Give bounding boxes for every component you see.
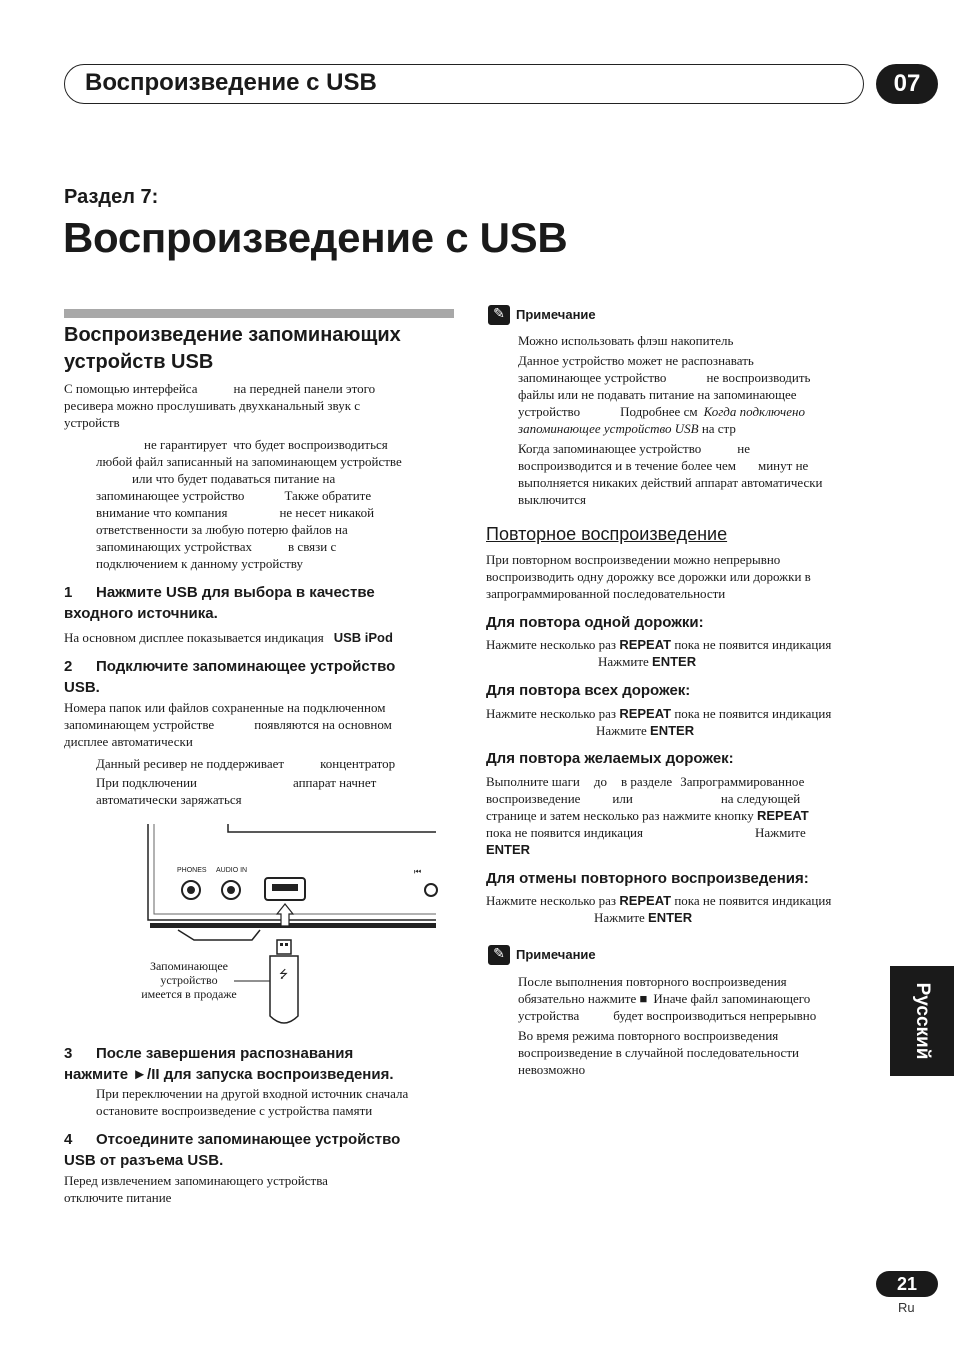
step-2-bullets: Данный ресивер не поддерживает концентратор При подключении аппарат начнет автоматически заряжаться — [96, 756, 396, 807]
page-title: Воспроизведение с USB — [63, 214, 568, 261]
repeat-intro: При повторном воспроизведении можно непрерывно воспроизводить одну дорожку все дорожки или дорожки в запрограммированной последовательности — [486, 552, 811, 601]
phones-label: PHONES — [177, 867, 207, 874]
repeat-one-title: Для повтора одной дорожки: — [486, 614, 704, 631]
note-pencil-icon: ✎ — [488, 305, 510, 325]
step-3-title: 3 После завершения распознавания нажмите ►/II для запуска воспроизведения. — [64, 1045, 394, 1083]
usb-section-heading: Воспроизведение запоминающих устройств USB — [64, 324, 401, 373]
display-indicator: USB iPod — [333, 630, 393, 645]
note-1-body: Можно использовать флэш накопитель Данное устройство может не распознавать запоминающее устройство не воспроизводить файлы или не подавать питание на запоминающее устройство Подробнее см Когда подключено запоминающее устройство USB на стр Когда запоминающее устройство не воспроизводится и в течение более чем минут не выполняется никаких действий аппарат автоматически выключится — [518, 333, 823, 507]
usb-intro: С помощью интерфейса на передней панели этого ресивера можно прослушивать двухканальный звук с устройств — [64, 381, 376, 430]
step-4-text: Перед извлечением запоминающего устройства отключите питание — [64, 1173, 328, 1205]
repeat-cancel-title: Для отмены повторного воспроизведения: — [486, 870, 809, 887]
insert-arrow-icon — [277, 904, 293, 926]
repeat-all-title: Для повтора всех дорожек: — [486, 682, 691, 699]
skip-back-icon: ⏮ — [414, 867, 422, 876]
step-4-title: 4 Отсоедините запоминающее устройство USB от разъема USB. — [64, 1131, 401, 1169]
page-language: Ru — [898, 1300, 915, 1315]
note-2-pencil-icon: ✎ — [488, 945, 510, 965]
usb-port-icon — [265, 878, 305, 900]
usb-flash-drive-icon — [270, 940, 298, 1023]
repeat-desired-title: Для повтора желаемых дорожек: — [486, 750, 734, 767]
repeat-one-text: Нажмите несколько раз REPEAT пока не появится индикация Нажмите ENTER — [486, 637, 832, 669]
repeat-desired-text: Выполните шаги до в разделе Запрограммированное воспроизведение или на следующей странице и затем несколько раз нажмите кнопку REPEAT пока не появится индикация Нажмите ENTER — [486, 774, 809, 857]
step-2-text: Номера папок или файлов сохраненные на подключенном запоминающем устройстве появляются на основном дисплее автоматически — [64, 700, 392, 749]
repeat-all-text: Нажмите несколько раз REPEAT пока не появится индикация Нажмите ENTER — [486, 706, 832, 738]
section-label: Раздел 7: — [64, 186, 159, 208]
repeat-heading: Повторное воспроизведение — [486, 524, 728, 544]
step-3-text: При переключении на другой входной источник сначала остановите воспроизведение с устройства памяти — [96, 1086, 409, 1118]
audio-in-jack — [222, 881, 240, 899]
usb-warning: не гарантирует что будет воспроизводиться любой файл записанный на запоминающем устройстве или что будет подаваться питание на запоминающее устройство Также обратите внимание что компания не несет никакой ответственности за любую потерю файлов на запоминающих устройствах в связи с подключением к данному устройству — [96, 437, 402, 571]
note-2-label: Примечание — [516, 947, 596, 962]
svg-text:⭍: ⭍ — [279, 968, 289, 981]
step-1-title: 1 Нажмите USB для выбора в качестве входного источника. — [64, 584, 375, 622]
header-title: Воспроизведение с USB — [85, 69, 377, 96]
section-divider — [64, 309, 454, 318]
language-side-tab: Русский — [890, 966, 954, 1076]
note-2-body: После выполнения повторного воспроизведения обязательно нажмите ■ Иначе файл запоминающего устройства будет воспроизводиться непрерывно Во время режима повторного воспроизведения воспроизведение в случайной последовательности невозможно — [518, 974, 817, 1077]
chapter-badge: 07 — [876, 64, 938, 104]
page-number: 21 — [876, 1271, 938, 1297]
illustration-caption: Запоминающее устройство имеется в продаже — [141, 959, 237, 1001]
phones-jack — [182, 881, 200, 899]
note-1-label: Примечание — [516, 307, 596, 322]
repeat-cancel-text: Нажмите несколько раз REPEAT пока не появится индикация Нажмите ENTER — [486, 893, 832, 925]
step-2-title: 2 Подключите запоминающее устройство USB. — [64, 658, 396, 696]
audio-in-label: AUDIO IN — [216, 867, 248, 874]
step-1-text: На основном дисплее показывается индикация USB iPod — [64, 630, 393, 645]
